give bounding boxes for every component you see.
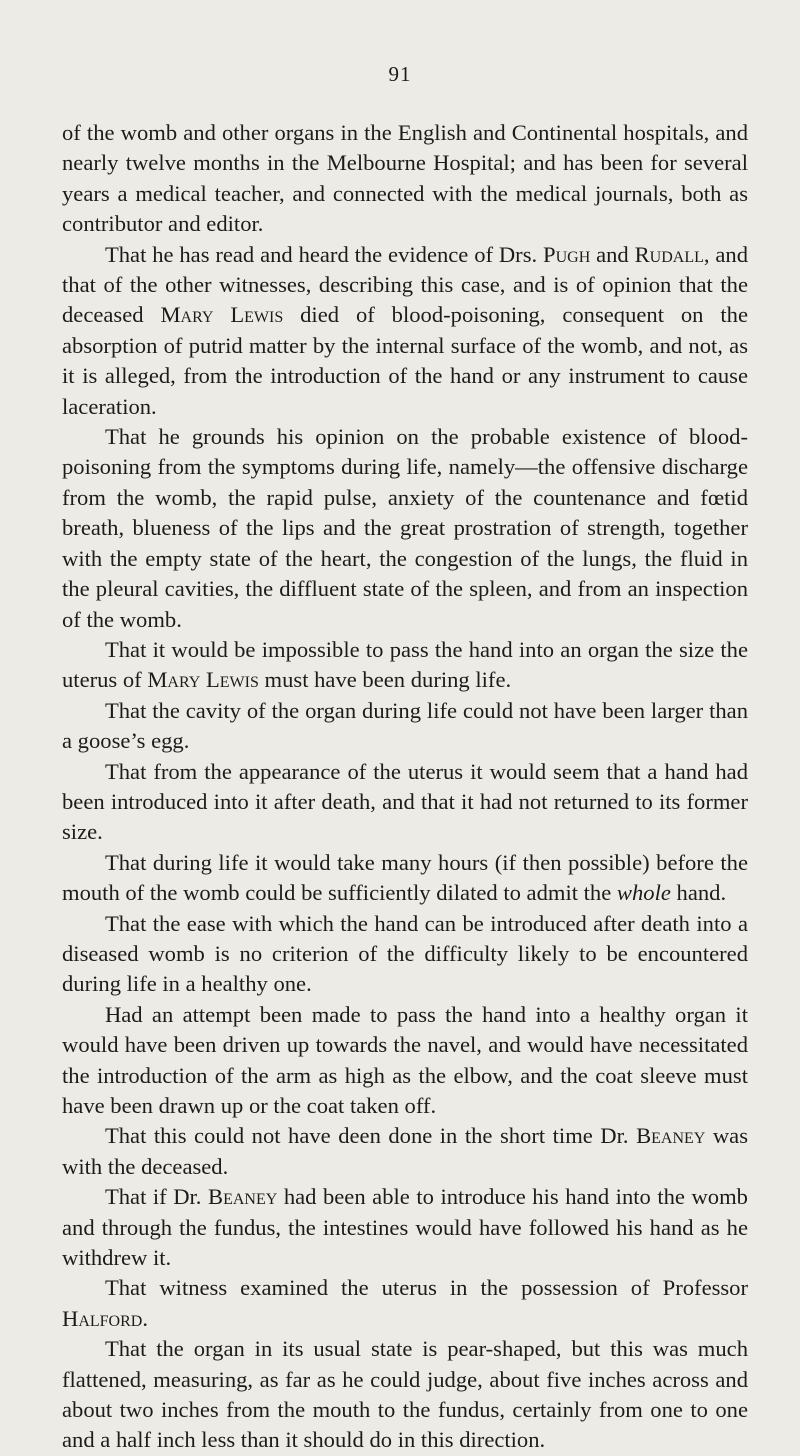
- name-mary-lewis: Mary Lewis: [160, 302, 284, 328]
- paragraph-text: That this could not have deen done in the short time Dr.: [104, 1123, 637, 1149]
- paragraph-text: That the cavity of the organ during life could not have been larger than a goose’s egg.: [62, 697, 748, 754]
- paragraph-text: That it would be impossible to pass the hand into an organ the size the uterus of: [62, 636, 748, 693]
- paragraph-text: Had an attempt been made to pass the hand into a healthy organ it would have been driven up towards the navel, and would have necessitated the introduction of the arm as high as the elbow, and the coat sleeve must have been drawn up or the coat taken off.: [62, 1001, 748, 1118]
- paragraph-cavity: [62, 696, 748, 757]
- paragraph-text: That witness examined the uterus in the possession of Professor: [104, 1275, 748, 1301]
- name-rudall: Rudall: [634, 241, 704, 267]
- paragraph-text: died of blood-poisoning, consequent on the absorption of putrid matter by the internal surface of the womb, and not, as it is alleged, from the introduction of the hand or any instrument to cause laceration.: [62, 302, 748, 419]
- paragraph-pear-shaped: [62, 1334, 748, 1456]
- paragraph-evidence-opinion: [62, 240, 748, 422]
- paragraph-text: That he grounds his opinion on the probable existence of blood-poisoning from the symptoms during life, namely—the offensive discharge from the womb, the rapid pulse, anxiety of the countenance and fœtid breath, blueness of the lips and the great prostration of strength, together with the empty state of the heart, the congestion of the lungs, the fluid in the pleural cavities, the diffluent state of the spleen, and from an inspection of the womb.: [62, 424, 748, 632]
- paragraph-text: That he has read and heard the evidence of Drs.: [104, 241, 544, 267]
- emphasis-whole: whole: [616, 880, 671, 906]
- name-pugh: Pugh: [543, 241, 591, 267]
- paragraph-text: was with the deceased.: [62, 1123, 748, 1179]
- paragraph-ease: [62, 909, 748, 1000]
- paragraph-text: must have been during life.: [258, 667, 512, 693]
- page-number: 91: [388, 62, 412, 86]
- paragraph-fundus: [62, 1182, 748, 1273]
- name-beaney: Beaney: [208, 1184, 278, 1210]
- name-mary-lewis: Mary Lewis: [147, 667, 259, 693]
- paragraph-appearance: [62, 757, 748, 848]
- paragraph-text: of the womb and other organs in the English and Continental hospitals, and nearly twelve months in the Melbourne Hospital; and has been for several years a medical teacher, and connected with the medical journals, both as contributor and editor.: [62, 120, 748, 237]
- paragraph-dilation: [62, 848, 748, 909]
- paragraph-text: That the ease with which the hand can be introduced after death into a diseased womb is no criterion of the difficulty likely to be encountered during life in a healthy one.: [62, 910, 748, 997]
- paragraph-text: That the organ in its usual state is pear-shaped, but this was much flattened, measuring, as far as he could judge, about five inches across and about two inches from the mouth to the fundus, certainly from one to one and a half inch less than it should do in this direction.: [62, 1336, 748, 1453]
- name-beaney: Beaney: [636, 1123, 706, 1149]
- paragraph-short-time: [62, 1121, 748, 1182]
- paragraph-attempt: [62, 1000, 748, 1122]
- name-halford: Halford: [62, 1305, 143, 1331]
- paragraph-text: That during life it would take many hours (if then possible) before the mouth of the womb could be sufficiently dilated to admit the: [62, 849, 748, 906]
- paragraph-text: That if Dr.: [104, 1184, 208, 1210]
- body-text: [62, 118, 748, 1456]
- paragraph-text: That from the appearance of the uterus it would seem that a hand had been introduced into it after death, and that it had not returned to its former size.: [62, 758, 748, 845]
- paragraph-text: .: [142, 1305, 148, 1331]
- paragraph-text: hand.: [670, 880, 727, 906]
- paragraph-text: had been able to introduce his hand into the womb and through the fundus, the intestines would have followed his hand as he withdrew it.: [62, 1184, 748, 1271]
- paragraph-impossible: [62, 635, 748, 696]
- paragraph-grounds: [62, 422, 748, 635]
- paragraph-continuation: [62, 118, 748, 240]
- paragraph-text: , and that of the other witnesses, describing this case, and is of opinion that the deceased: [62, 241, 749, 328]
- paragraph-examined: [62, 1273, 748, 1334]
- paragraph-text: and: [590, 241, 635, 267]
